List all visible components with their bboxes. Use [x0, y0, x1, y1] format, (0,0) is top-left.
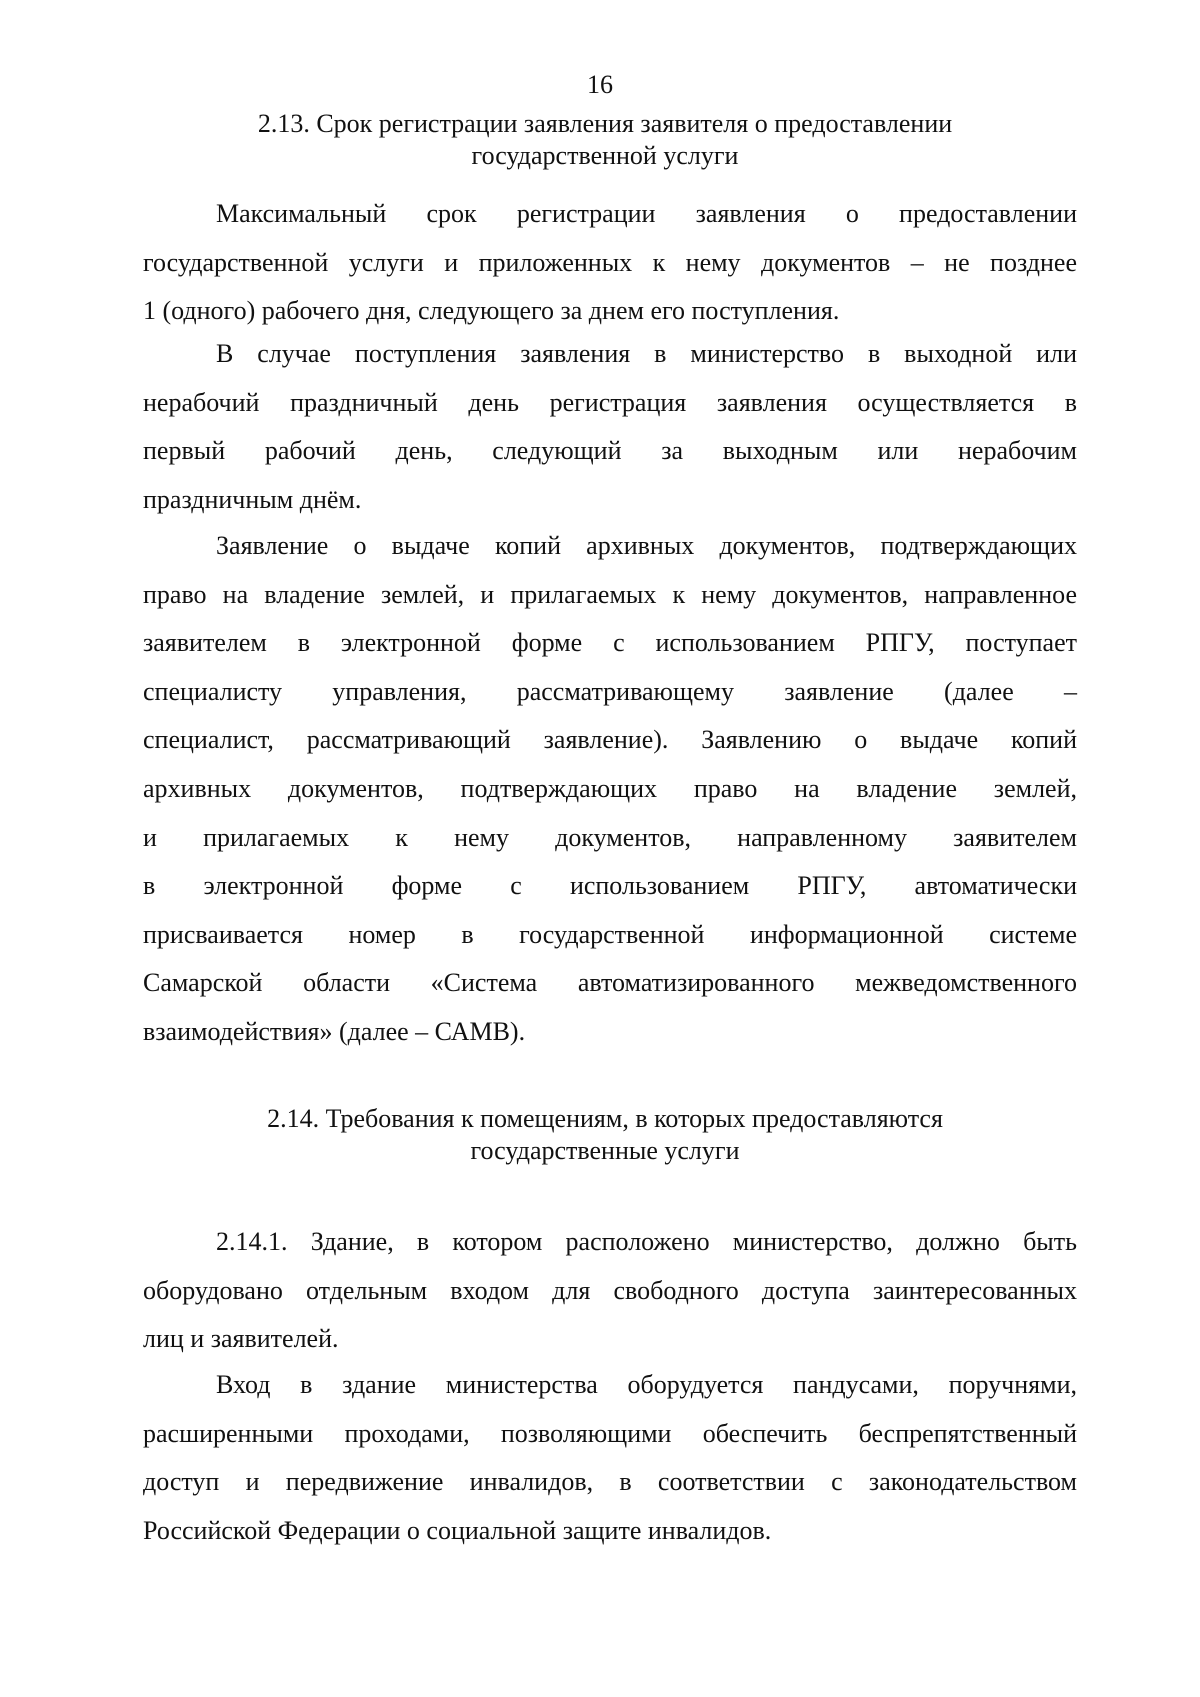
paragraph-electronic-application	[143, 522, 1077, 1057]
paragraph-line: специалисту управления, рассматривающему заявление (далее –	[143, 676, 1077, 706]
paragraph-line: в электронной форме с использованием РПГУ, автоматически	[143, 871, 1077, 901]
section-heading-2-14	[180, 1103, 1030, 1167]
paragraph-registration-deadline	[143, 190, 1077, 336]
paragraph-line: нерабочий праздничный день регистрация заявления осуществляется в	[143, 387, 1077, 417]
paragraph-line: специалист, рассматривающий заявление). Заявлению о выдаче копий	[143, 725, 1077, 755]
paragraph-line: присваивается номер в государственной информационной системе	[143, 919, 1077, 949]
paragraph-line: взаимодействия» (далее – САМВ).	[143, 1016, 526, 1046]
paragraph-line: лиц и заявителей.	[143, 1324, 339, 1354]
paragraph-weekend-registration	[143, 330, 1077, 524]
heading-line: государственные услуги	[470, 1136, 740, 1165]
paragraph-line: право на владение землей, и прилагаемых к нему документов, направленное	[143, 579, 1077, 609]
heading-line: 2.13. Срок регистрации заявления заявителя о предоставлении	[257, 109, 953, 138]
paragraph-line: первый рабочий день, следующий за выходным или нерабочим	[143, 436, 1077, 466]
paragraph-accessibility	[143, 1361, 1077, 1555]
page-number: 16	[587, 70, 613, 99]
paragraph-line: расширенными проходами, позволяющими обеспечить беспрепятственный	[143, 1418, 1077, 1448]
heading-line: 2.14. Требования к помещениям, в которых предоставляются	[267, 1104, 943, 1133]
paragraph-line: 2.14.1. Здание, в котором расположено министерство, должно быть	[216, 1227, 1077, 1256]
paragraph-building-entrance	[143, 1218, 1077, 1364]
paragraph-line: Заявление о выдаче копий архивных документов, подтверждающих	[216, 531, 1077, 560]
paragraph-line: архивных документов, подтверждающих право на владение землей,	[143, 773, 1077, 803]
paragraph-line: доступ и передвижение инвалидов, в соответствии с законодательством	[143, 1467, 1077, 1497]
paragraph-line: Вход в здание министерства оборудуется пандусами, поручнями,	[216, 1370, 1077, 1399]
paragraph-line: праздничным днём.	[143, 484, 362, 514]
paragraph-line: 1 (одного) рабочего дня, следующего за днем его поступления.	[143, 296, 840, 326]
paragraph-line: Максимальный срок регистрации заявления о предоставлении	[216, 199, 1077, 228]
paragraph-line: государственной услуги и приложенных к нему документов – не позднее	[143, 247, 1077, 277]
paragraph-line: и прилагаемых к нему документов, направленному заявителем	[143, 822, 1077, 852]
heading-line: государственной услуги	[471, 141, 739, 170]
section-heading-2-13	[180, 108, 1030, 172]
paragraph-line: заявителем в электронной форме с использованием РПГУ, поступает	[143, 628, 1077, 658]
paragraph-line: В случае поступления заявления в министерство в выходной или	[216, 339, 1077, 368]
paragraph-line: Самарской области «Система автоматизированного межведомственного	[143, 968, 1077, 998]
paragraph-line: оборудовано отдельным входом для свободного доступа заинтересованных	[143, 1275, 1077, 1305]
paragraph-line: Российской Федерации о социальной защите инвалидов.	[143, 1515, 772, 1545]
